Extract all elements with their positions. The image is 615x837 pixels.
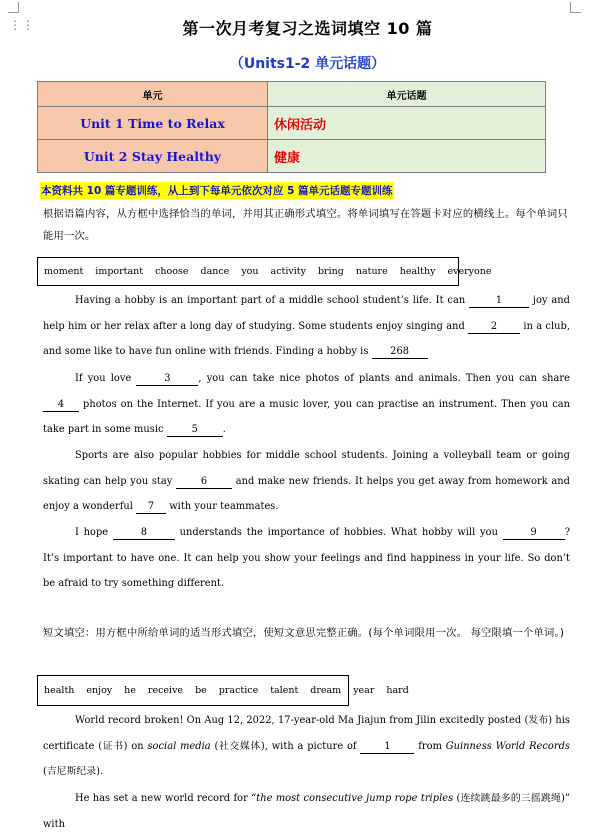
- word-option: enjoy: [86, 685, 113, 696]
- word-option: important: [95, 266, 144, 277]
- paragraph-italic: social media: [147, 740, 211, 752]
- paragraph-text: understands the importance of hobbies. What hobby will you: [174, 527, 503, 538]
- word-option: healthy: [399, 266, 436, 277]
- paragraph-text: (连续跳最多的三摇跳绳)” with: [43, 793, 570, 830]
- passage1-paragraph2: [43, 366, 570, 443]
- passage2-paragraph2: [43, 786, 570, 837]
- paragraph-text: from: [414, 740, 446, 752]
- word-option: be: [195, 685, 207, 696]
- page-corner-mark-top-right: [570, 2, 581, 13]
- paragraph-text: , you can take nice photos of plants and animals. Then you can share: [198, 373, 570, 384]
- word-option: dance: [200, 266, 230, 277]
- word-option: bring: [317, 266, 344, 277]
- answer-blank[interactable]: 9: [503, 526, 565, 540]
- paragraph-text: World record broken! On Aug 12, 2022, 17-year-old Ma Jiajun from Jilin excitedly posted (发布) his certificate (证书) on: [43, 715, 570, 752]
- paragraph-text: photos on the Internet. If you are a music lover, you can practise an instrument. Then you can take part in some music: [43, 398, 570, 436]
- word-option: receive: [147, 685, 184, 696]
- passage1-paragraph3: [43, 443, 570, 520]
- word-option: you: [241, 266, 259, 277]
- unit-topic: 健康: [268, 140, 546, 173]
- word-option: activity: [270, 266, 306, 277]
- unit-topic: 休闲活动: [268, 107, 546, 140]
- section2-instruction: 短文填空：用方框中所给单词的适当形式填空，使短文意思完整正确。(每个单词限用一次。 每空限填一个单词。): [43, 627, 565, 639]
- paragraph-text: ? It’s important to have one. It can help you show your feelings and find happiness in your life. So don’t be afraid to try something different.: [43, 527, 571, 590]
- answer-blank[interactable]: 6: [176, 475, 232, 489]
- paragraph-text: .: [222, 424, 226, 436]
- word-option: everyone: [447, 266, 492, 277]
- highlight-banner: 本资料共 10 篇专题训练，从上到下每单元依次对应 5 篇单元话题专题训练: [40, 182, 394, 199]
- paragraph-text: joy and help him or her relax after a long day of studying. Some students enjoy singing and: [43, 295, 570, 332]
- word-option: nature: [355, 266, 388, 277]
- answer-blank[interactable]: 268: [372, 345, 428, 359]
- word-box-2: [37, 675, 409, 706]
- answer-blank[interactable]: 1: [469, 294, 529, 308]
- word-option: year: [353, 685, 375, 696]
- table-header-unit: 单元: [38, 82, 268, 107]
- passage1-paragraph4: [43, 520, 570, 597]
- word-option: talent: [270, 685, 299, 696]
- word-option: health: [44, 685, 75, 696]
- word-option: moment: [44, 266, 84, 277]
- table-header-topic: 单元话题: [268, 82, 546, 107]
- page-title: 第一次月考复习之选词填空 10 篇: [182, 19, 433, 38]
- word-option: dream: [310, 685, 342, 696]
- answer-blank[interactable]: 8: [113, 526, 175, 540]
- word-box-1: [37, 257, 492, 286]
- word-option: choose: [155, 266, 189, 277]
- word-option: hard: [386, 685, 409, 696]
- answer-blank[interactable]: 5: [167, 423, 223, 437]
- paragraph-italic: Guinness World Records: [445, 740, 570, 752]
- paragraph-text: with your teammates.: [166, 501, 279, 513]
- paragraph-italic: “the most consecutive jump rope triples: [251, 793, 454, 804]
- section1-instruction: 根据语篇内容，从方框中选择恰当的单词，并用其正确形式填空。将单词填写在答题卡对应的横线上。每个单词只能用一次。: [43, 208, 568, 242]
- answer-blank[interactable]: 4: [43, 398, 79, 412]
- passage2-paragraph1: [43, 708, 570, 785]
- unit-topic-table: [37, 81, 546, 173]
- paragraph-text: and make new friends. It helps you get away from homework and enjoy a wonderful: [43, 475, 570, 513]
- paragraph-text: I hope: [75, 527, 113, 538]
- paragraph-text: (吉尼斯纪录).: [43, 766, 104, 778]
- unit-name: Unit 1 Time to Relax: [38, 107, 268, 140]
- paragraph-text: Sports are also popular hobbies for middle school students. Joining a volleyball team or going skating can help you stay: [43, 450, 570, 487]
- word-option: he: [124, 685, 136, 696]
- drag-handle-icon[interactable]: ⋮⋮: [9, 18, 35, 32]
- paragraph-text: in a club, and some like to have fun online with friends. Finding a hobby is: [43, 320, 570, 358]
- page-corner-mark-top-left: [8, 2, 19, 13]
- word-option: practice: [218, 685, 259, 696]
- table-row: [38, 140, 546, 173]
- page-subtitle: （Units1-2 单元话题）: [229, 56, 386, 72]
- passage1-paragraph1: [43, 288, 570, 365]
- answer-blank[interactable]: 7: [136, 500, 166, 514]
- paragraph-text: He has set a new world record for: [75, 793, 252, 804]
- unit-name: Unit 2 Stay Healthy: [38, 140, 268, 173]
- answer-blank[interactable]: 3: [136, 372, 198, 386]
- answer-blank[interactable]: 1: [360, 740, 414, 754]
- paragraph-text: If you love: [75, 373, 137, 384]
- table-header-row: [38, 82, 546, 107]
- answer-blank[interactable]: 2: [468, 320, 520, 334]
- table-row: [38, 107, 546, 140]
- paragraph-text: Having a hobby is an important part of a middle school student’s life. It can: [75, 295, 470, 306]
- paragraph-text: (社交媒体), with a picture of: [210, 740, 361, 752]
